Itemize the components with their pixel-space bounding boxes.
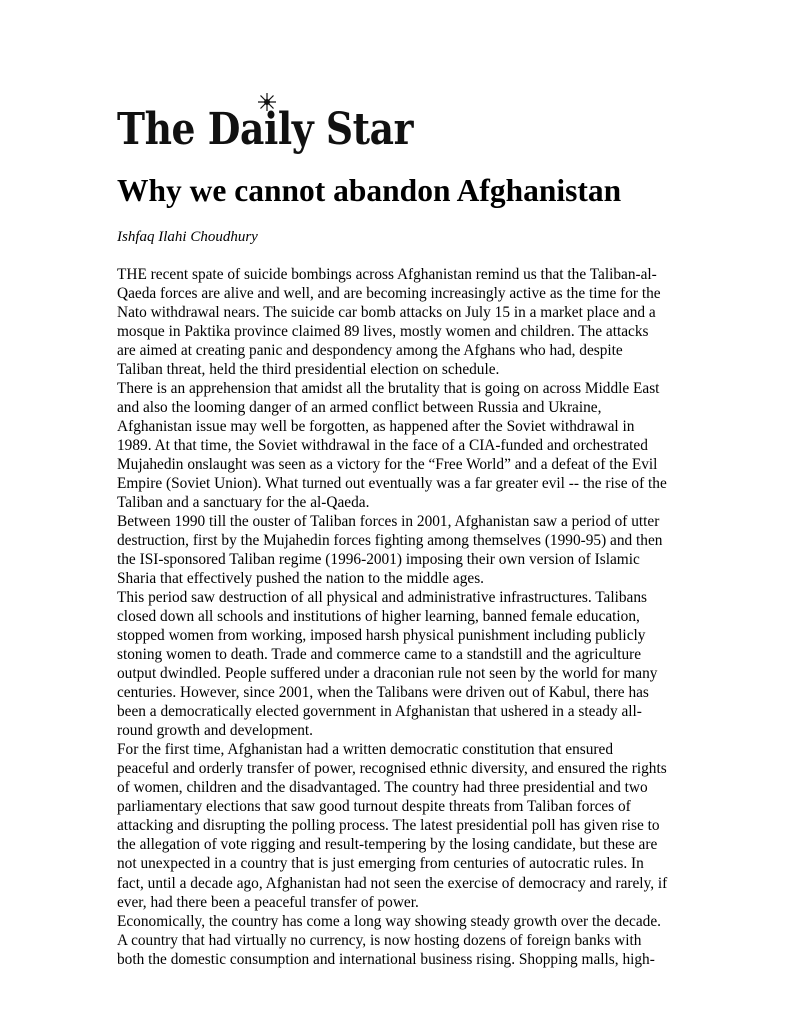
article-text-line: the allegation of vote rigging and result-tempering by the losing candidate, but these are [117,836,658,854]
article-text-line: of women, children and the disadvantaged. The country had three presidential and two [117,779,648,797]
article-text-line: This period saw destruction of all physical and administrative infrastructures. Talibans [117,589,647,607]
article-text-line: centuries. However, since 2001, when the Talibans were driven out of Kabul, there has [117,684,649,702]
article-text-line: the ISI-sponsored Taliban regime (1996-2001) imposing their own version of Islamic [117,551,640,569]
article-text-line: stopped women from working, imposed harsh physical punishment including publicly [117,627,646,645]
article-title: Why we cannot abandon Afghanistan [117,173,622,208]
article-text-line: stoning women to death. Trade and commerce came to a standstill and the agriculture [117,646,642,664]
article-text-line: 1989. At that time, the Soviet withdrawal in the face of a CIA-funded and orchestrated [117,437,648,455]
article-text-line: mosque in Paktika province claimed 89 lives, mostly women and children. The attacks [117,323,649,341]
article-text-line: THE recent spate of suicide bombings across Afghanistan remind us that the Taliban-al- [117,266,657,283]
masthead-logo-text: The Daily Star [117,104,415,155]
article-text-line: ever, had there been a peaceful transfer of power. [117,893,419,911]
article-text-line: closed down all schools and institutions of higher learning, banned female education, [117,608,640,626]
article-text-line: destruction, first by the Mujahedin forces fighting among themselves (1990-95) and then [117,532,663,550]
article-text-line: been a democratically elected government in Afghanistan that ushered in a steady all- [117,703,642,721]
article-text-line: A country that had virtually no currency, is now hosting dozens of foreign banks with [117,931,642,949]
article-text-line: Between 1990 till the ouster of Taliban forces in 2001, Afghanistan saw a period of utter [117,513,660,531]
article-text-line: Economically, the country has come a long way showing steady growth over the decade. [117,912,661,930]
article-text-line: are aimed at creating panic and despondency among the Afghans who had, despite [117,342,623,360]
article-text-line: Mujahedin onslaught was seen as a victory for the “Free World” and a defeat of the Evil [117,456,658,474]
article-text-line: Taliban threat, held the third presidential election on schedule. [117,361,500,379]
article-text-line: Nato withdrawal nears. The suicide car bomb attacks on July 15 in a market place and a [117,304,656,322]
article-text-line: both the domestic consumption and international business rising. Shopping malls, high- [117,950,655,968]
article-text-line: Empire (Soviet Union). What turned out eventually was a far greater evil -- the rise of the [117,475,667,493]
masthead-logo [117,92,417,154]
article-text-line: round growth and development. [117,722,314,740]
article-text-line: There is an apprehension that amidst all the brutality that is going on across Middle East [117,380,660,398]
article-text-line: Taliban and a sanctuary for the al-Qaeda. [117,494,370,512]
article-text-line: Afghanistan issue may well be forgotten, as happened after the Soviet withdrawal in [117,418,635,436]
article-text-line: attacking and disrupting the polling process. The latest presidential poll has given rise to [117,817,660,835]
article-text-line: parliamentary elections that saw good turnout despite threats from Taliban forces of [117,798,631,816]
article-text-line: Sharia that effectively pushed the nation to the middle ages. [117,570,485,588]
article-text-line: For the first time, Afghanistan had a written democratic constitution that ensured [117,741,613,759]
article-text-line: output dwindled. People suffered under a draconian rule not seen by the world for many [117,665,658,683]
article-text-line: fact, until a decade ago, Afghanistan had not seen the exercise of democracy and rarely, if [117,874,668,892]
article-text-line: Qaeda forces are alive and well, and are becoming increasingly active as the time for the [117,285,661,303]
article-byline: Ishfaq Ilahi Choudhury [117,229,258,245]
article-text-line: peaceful and orderly transfer of power, recognised ethnic diversity, and ensured the rights [117,760,667,778]
article-body [117,265,697,969]
article-text-line: not unexpected in a country that is just emerging from centuries of autocratic rules. In [117,855,644,873]
article-text-line: and also the looming danger of an armed conflict between Russia and Ukraine, [117,399,602,417]
